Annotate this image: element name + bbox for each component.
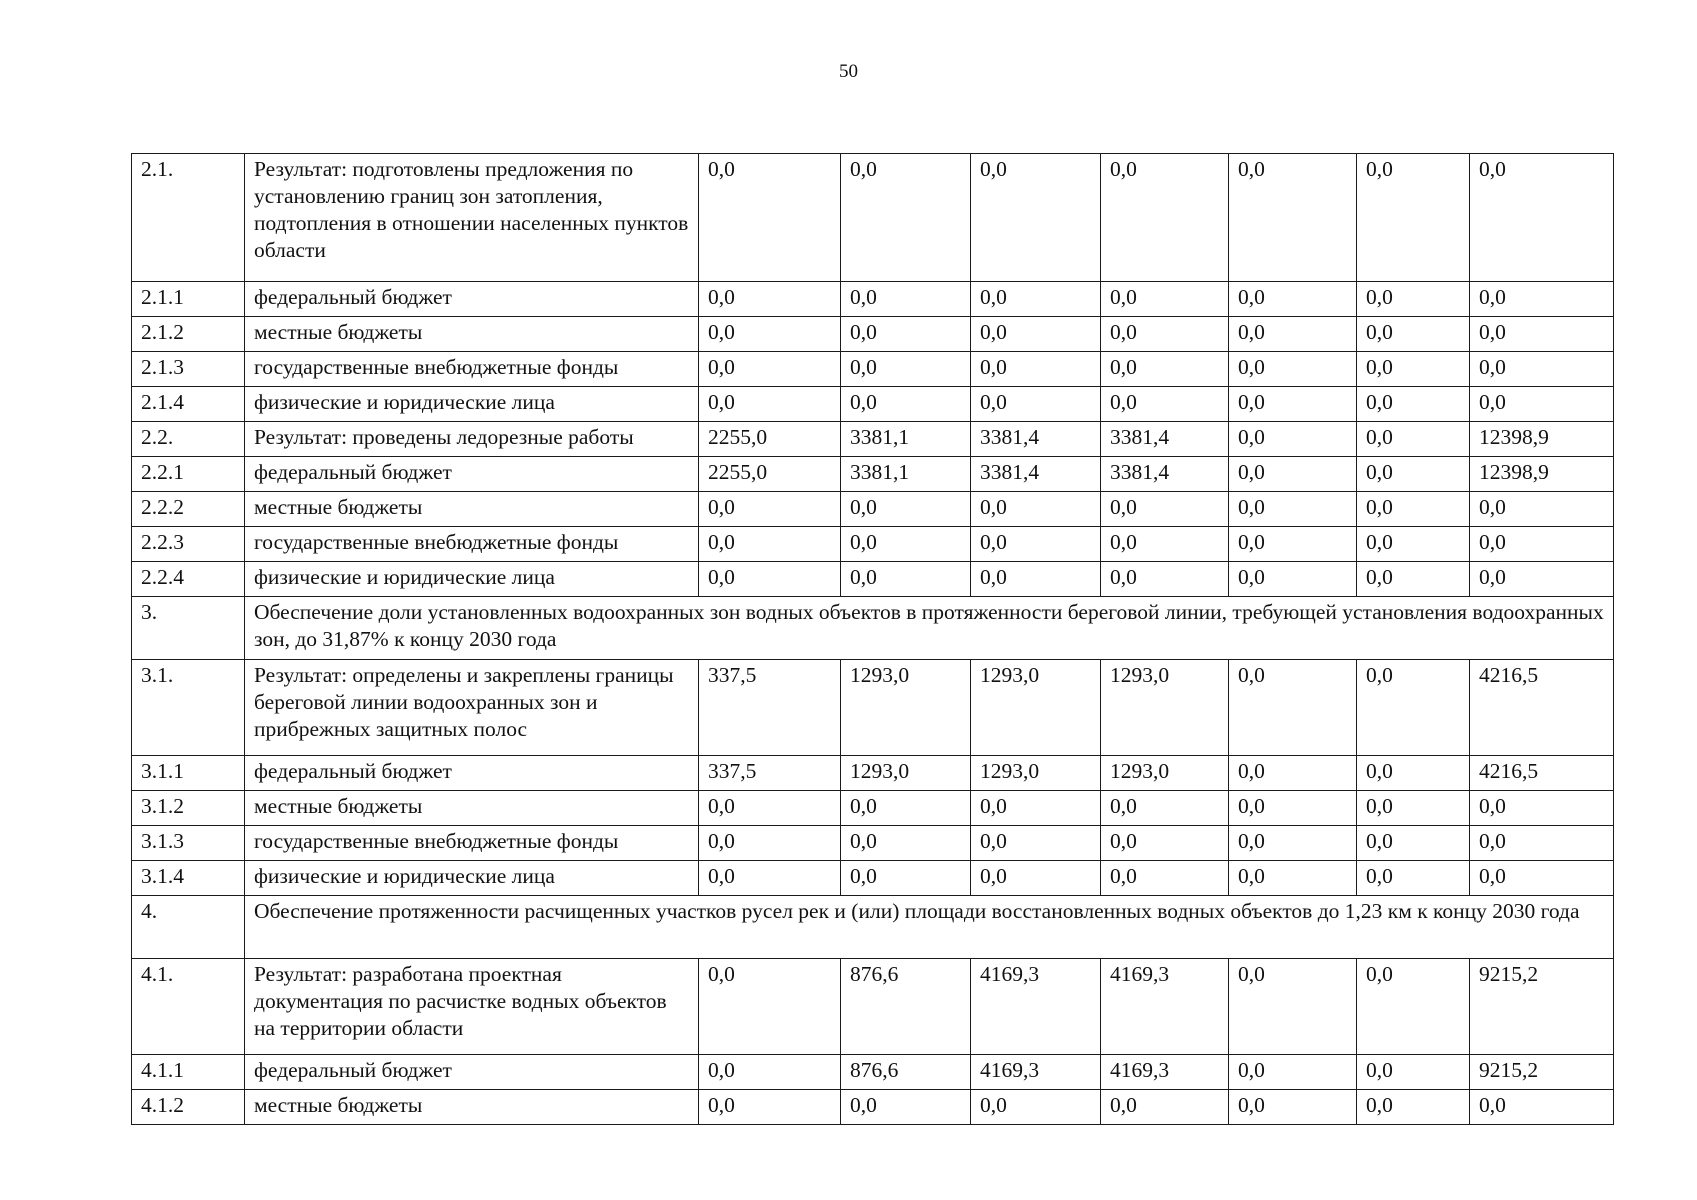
row-name-cell: Результат: определены и закреплены границы береговой линии водоохранных зон и прибрежных защитных полос	[245, 660, 699, 756]
value-cell: 0,0	[1470, 282, 1614, 317]
value-cell: 0,0	[1470, 1090, 1614, 1125]
table-row	[132, 1055, 1614, 1090]
table-row	[132, 562, 1614, 597]
value-cell: 0,0	[699, 1090, 841, 1125]
value-cell: 0,0	[971, 282, 1101, 317]
value-cell: 0,0	[1229, 826, 1357, 861]
value-cell: 4169,3	[1101, 1055, 1229, 1090]
row-code-cell: 2.2.4	[132, 562, 245, 597]
value-cell: 0,0	[1357, 826, 1470, 861]
value-cell: 0,0	[1470, 562, 1614, 597]
value-cell: 0,0	[1101, 1090, 1229, 1125]
value-cell: 0,0	[1357, 352, 1470, 387]
value-cell: 9215,2	[1470, 959, 1614, 1055]
value-cell: 0,0	[841, 282, 971, 317]
value-cell: 4169,3	[971, 959, 1101, 1055]
table-row	[132, 861, 1614, 896]
row-name-cell: федеральный бюджет	[245, 756, 699, 791]
value-cell: 4216,5	[1470, 756, 1614, 791]
row-code-cell: 2.1.4	[132, 387, 245, 422]
value-cell: 1293,0	[841, 660, 971, 756]
value-cell: 0,0	[1357, 791, 1470, 826]
row-code-cell: 2.1.	[132, 154, 245, 282]
table-row	[132, 597, 1614, 660]
value-cell: 0,0	[1357, 317, 1470, 352]
value-cell: 0,0	[1101, 562, 1229, 597]
value-cell: 0,0	[1229, 527, 1357, 562]
value-cell: 0,0	[1229, 387, 1357, 422]
row-name-cell: Результат: подготовлены предложения по установлению границ зон затопления, подтопления в отношении населенных пунктов области	[245, 154, 699, 282]
value-cell: 3381,4	[971, 422, 1101, 457]
value-cell: 0,0	[971, 154, 1101, 282]
value-cell: 0,0	[1101, 282, 1229, 317]
row-name-cell: государственные внебюджетные фонды	[245, 826, 699, 861]
value-cell: 0,0	[971, 387, 1101, 422]
value-cell: 0,0	[1229, 422, 1357, 457]
value-cell: 0,0	[841, 527, 971, 562]
table-body	[132, 154, 1614, 1125]
row-code-cell: 2.2.1	[132, 457, 245, 492]
value-cell: 9215,2	[1470, 1055, 1614, 1090]
value-cell: 0,0	[1229, 756, 1357, 791]
row-code-cell: 2.2.3	[132, 527, 245, 562]
value-cell: 0,0	[841, 562, 971, 597]
section-heading-cell: Обеспечение протяженности расчищенных участков русел рек и (или) площади восстановленных водных объектов до 1,23 км к концу 2030 года	[245, 896, 1614, 959]
value-cell: 0,0	[841, 352, 971, 387]
budget-table	[131, 153, 1614, 1125]
value-cell: 0,0	[699, 352, 841, 387]
table-row	[132, 154, 1614, 282]
value-cell: 0,0	[699, 317, 841, 352]
value-cell: 0,0	[699, 826, 841, 861]
value-cell: 0,0	[841, 492, 971, 527]
value-cell: 0,0	[1229, 154, 1357, 282]
value-cell: 0,0	[841, 317, 971, 352]
value-cell: 0,0	[1357, 457, 1470, 492]
table-row	[132, 527, 1614, 562]
value-cell: 0,0	[841, 387, 971, 422]
value-cell: 0,0	[841, 1090, 971, 1125]
table-row	[132, 791, 1614, 826]
value-cell: 0,0	[1229, 317, 1357, 352]
row-name-cell: Результат: проведены ледорезные работы	[245, 422, 699, 457]
table-row	[132, 756, 1614, 791]
value-cell: 0,0	[1101, 352, 1229, 387]
value-cell: 2255,0	[699, 422, 841, 457]
value-cell: 0,0	[1101, 527, 1229, 562]
row-code-cell: 3.	[132, 597, 245, 660]
row-name-cell: местные бюджеты	[245, 1090, 699, 1125]
value-cell: 0,0	[841, 861, 971, 896]
value-cell: 3381,4	[971, 457, 1101, 492]
row-code-cell: 3.1.4	[132, 861, 245, 896]
table-row	[132, 826, 1614, 861]
row-name-cell: федеральный бюджет	[245, 1055, 699, 1090]
value-cell: 1293,0	[971, 756, 1101, 791]
value-cell: 0,0	[971, 791, 1101, 826]
row-code-cell: 3.1.	[132, 660, 245, 756]
row-name-cell: физические и юридические лица	[245, 387, 699, 422]
row-name-cell: государственные внебюджетные фонды	[245, 352, 699, 387]
value-cell: 0,0	[1229, 1055, 1357, 1090]
value-cell: 3381,1	[841, 422, 971, 457]
value-cell: 0,0	[1470, 387, 1614, 422]
table-row	[132, 387, 1614, 422]
value-cell: 0,0	[699, 959, 841, 1055]
value-cell: 0,0	[1357, 756, 1470, 791]
value-cell: 0,0	[699, 282, 841, 317]
value-cell: 0,0	[1470, 154, 1614, 282]
row-name-cell: физические и юридические лица	[245, 861, 699, 896]
value-cell: 0,0	[1229, 492, 1357, 527]
value-cell: 0,0	[1470, 352, 1614, 387]
value-cell: 0,0	[1229, 562, 1357, 597]
table-row	[132, 352, 1614, 387]
value-cell: 0,0	[1357, 387, 1470, 422]
row-code-cell: 2.2.2	[132, 492, 245, 527]
value-cell: 0,0	[699, 527, 841, 562]
value-cell: 0,0	[841, 791, 971, 826]
value-cell: 3381,4	[1101, 457, 1229, 492]
value-cell: 0,0	[971, 1090, 1101, 1125]
value-cell: 0,0	[1229, 352, 1357, 387]
row-code-cell: 4.1.1	[132, 1055, 245, 1090]
value-cell: 0,0	[699, 387, 841, 422]
value-cell: 4216,5	[1470, 660, 1614, 756]
value-cell: 0,0	[1357, 861, 1470, 896]
value-cell: 4169,3	[1101, 959, 1229, 1055]
value-cell: 0,0	[1229, 1090, 1357, 1125]
value-cell: 876,6	[841, 1055, 971, 1090]
value-cell: 0,0	[1470, 317, 1614, 352]
row-name-cell: государственные внебюджетные фонды	[245, 527, 699, 562]
row-name-cell: федеральный бюджет	[245, 282, 699, 317]
value-cell: 0,0	[1470, 861, 1614, 896]
table-row	[132, 457, 1614, 492]
row-code-cell: 2.1.1	[132, 282, 245, 317]
value-cell: 0,0	[1357, 154, 1470, 282]
value-cell: 0,0	[1229, 959, 1357, 1055]
table-row	[132, 959, 1614, 1055]
value-cell: 0,0	[1229, 282, 1357, 317]
value-cell: 0,0	[1357, 1055, 1470, 1090]
table-row	[132, 422, 1614, 457]
value-cell: 0,0	[971, 492, 1101, 527]
value-cell: 0,0	[1357, 492, 1470, 527]
value-cell: 0,0	[1470, 492, 1614, 527]
value-cell: 0,0	[1229, 861, 1357, 896]
value-cell: 0,0	[1357, 959, 1470, 1055]
value-cell: 0,0	[1229, 791, 1357, 826]
row-code-cell: 2.2.	[132, 422, 245, 457]
row-name-cell: федеральный бюджет	[245, 457, 699, 492]
value-cell: 0,0	[1101, 492, 1229, 527]
value-cell: 0,0	[841, 154, 971, 282]
value-cell: 3381,1	[841, 457, 971, 492]
value-cell: 0,0	[1101, 861, 1229, 896]
value-cell: 0,0	[699, 861, 841, 896]
table-row	[132, 660, 1614, 756]
value-cell: 1293,0	[1101, 756, 1229, 791]
section-heading-cell: Обеспечение доли установленных водоохранных зон водных объектов в протяженности береговой линии, требующей установления водоохранных зон, до 31,87% к концу 2030 года	[245, 597, 1614, 660]
value-cell: 0,0	[1101, 317, 1229, 352]
row-name-cell: местные бюджеты	[245, 492, 699, 527]
value-cell: 1293,0	[1101, 660, 1229, 756]
value-cell: 0,0	[1357, 660, 1470, 756]
value-cell: 0,0	[1357, 562, 1470, 597]
value-cell: 337,5	[699, 660, 841, 756]
value-cell: 1293,0	[841, 756, 971, 791]
value-cell: 1293,0	[971, 660, 1101, 756]
value-cell: 0,0	[1229, 457, 1357, 492]
table-row	[132, 492, 1614, 527]
row-code-cell: 3.1.2	[132, 791, 245, 826]
value-cell: 0,0	[699, 1055, 841, 1090]
value-cell: 0,0	[699, 562, 841, 597]
value-cell: 3381,4	[1101, 422, 1229, 457]
row-name-cell: местные бюджеты	[245, 317, 699, 352]
value-cell: 0,0	[841, 826, 971, 861]
value-cell: 0,0	[1101, 826, 1229, 861]
row-name-cell: местные бюджеты	[245, 791, 699, 826]
value-cell: 0,0	[1357, 1090, 1470, 1125]
row-code-cell: 4.	[132, 896, 245, 959]
value-cell: 337,5	[699, 756, 841, 791]
table-row	[132, 1090, 1614, 1125]
value-cell: 4169,3	[971, 1055, 1101, 1090]
row-code-cell: 3.1.1	[132, 756, 245, 791]
value-cell: 12398,9	[1470, 422, 1614, 457]
value-cell: 0,0	[699, 492, 841, 527]
value-cell: 0,0	[699, 791, 841, 826]
value-cell: 12398,9	[1470, 457, 1614, 492]
value-cell: 0,0	[971, 527, 1101, 562]
value-cell: 0,0	[971, 562, 1101, 597]
value-cell: 0,0	[1229, 660, 1357, 756]
value-cell: 0,0	[971, 352, 1101, 387]
value-cell: 0,0	[1470, 826, 1614, 861]
value-cell: 0,0	[1101, 791, 1229, 826]
value-cell: 0,0	[1101, 387, 1229, 422]
row-name-cell: физические и юридические лица	[245, 562, 699, 597]
value-cell: 2255,0	[699, 457, 841, 492]
value-cell: 0,0	[971, 861, 1101, 896]
value-cell: 0,0	[1470, 527, 1614, 562]
value-cell: 0,0	[971, 317, 1101, 352]
value-cell: 0,0	[699, 154, 841, 282]
value-cell: 0,0	[1357, 422, 1470, 457]
row-code-cell: 2.1.3	[132, 352, 245, 387]
row-code-cell: 2.1.2	[132, 317, 245, 352]
value-cell: 0,0	[1357, 527, 1470, 562]
table-row	[132, 896, 1614, 959]
table-row	[132, 317, 1614, 352]
value-cell: 0,0	[971, 826, 1101, 861]
row-code-cell: 4.1.	[132, 959, 245, 1055]
row-code-cell: 3.1.3	[132, 826, 245, 861]
value-cell: 876,6	[841, 959, 971, 1055]
table-row	[132, 282, 1614, 317]
value-cell: 0,0	[1101, 154, 1229, 282]
row-code-cell: 4.1.2	[132, 1090, 245, 1125]
row-name-cell: Результат: разработана проектная документация по расчистке водных объектов на территории области	[245, 959, 699, 1055]
value-cell: 0,0	[1470, 791, 1614, 826]
page-number: 50	[839, 61, 858, 82]
value-cell: 0,0	[1357, 282, 1470, 317]
